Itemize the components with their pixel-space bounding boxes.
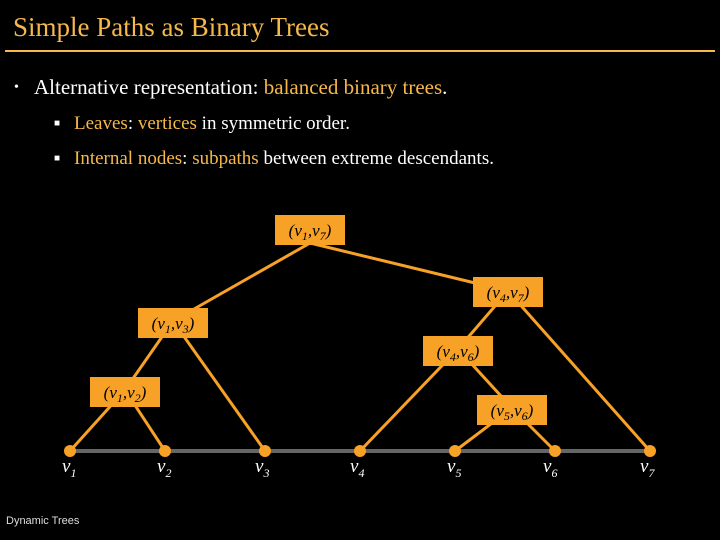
internal-node-v1-v2	[90, 377, 160, 407]
sub-bullet-term: Leaves	[74, 113, 128, 134]
node-sub: 4	[499, 291, 506, 305]
slide-title: Simple Paths as Binary Trees	[13, 12, 330, 42]
footer-text: Dynamic Trees	[6, 515, 80, 527]
node-sub: 3	[182, 322, 189, 336]
svg-text:(v1,v7): $(v_1,v_7)$	[288, 221, 332, 243]
internal-node-v4-v7	[473, 277, 543, 307]
sub-bullet-colon: :	[182, 148, 193, 169]
internal-node-v5-v6	[477, 395, 547, 425]
node-sub: 1	[301, 229, 308, 243]
bullet-end: .	[442, 75, 448, 99]
svg-text:(v4,v7): $(v_4,v_7)$	[486, 283, 530, 305]
leaf-label-v5: $v_5$	[447, 456, 462, 480]
node-sub: 4	[449, 350, 456, 364]
sub-bullet-rest: between extreme descendants.	[258, 148, 494, 169]
internal-node-v1-v3	[138, 308, 208, 338]
leaf-label-v6: $v_6$	[543, 456, 558, 480]
bullet-text: Alternative representation:	[34, 75, 264, 99]
node-sub: 7	[319, 229, 326, 243]
node-sub: 1	[164, 322, 171, 336]
node-sub: 5	[503, 409, 510, 423]
bullet-highlight: balanced binary trees	[263, 75, 443, 99]
node-sub: 6	[521, 409, 528, 423]
leaf-label-v3: $v_3$	[255, 456, 270, 480]
leaf-label-v1: $v_1$	[62, 456, 77, 480]
leaf-label-v7: $v_7$	[640, 456, 655, 480]
internal-node-v4-v6	[423, 336, 493, 366]
node-sub: 6	[467, 350, 474, 364]
internal-node-v1-v7	[275, 215, 345, 245]
tree-edges	[70, 243, 650, 451]
node-sub: 2	[134, 391, 141, 405]
sub-bullet-highlight: vertices	[137, 113, 197, 134]
leaf-label-v2: $v_2$	[157, 456, 172, 480]
sub-bullet-highlight: subpaths	[192, 148, 259, 169]
sub-bullet-rest: in symmetric order.	[196, 113, 350, 134]
node-sub: 7	[517, 291, 524, 305]
svg-text:(v5,v6): $(v_5,v_6)$	[490, 401, 534, 423]
svg-text:(v1,v2): $(v_1,v_2)$	[103, 383, 147, 405]
leaf-label-v4: $v_4$	[350, 456, 365, 480]
square-bullet-icon: ■	[54, 118, 61, 129]
sub-bullet-colon: :	[127, 113, 138, 134]
square-bullet-icon: ■	[54, 153, 61, 164]
tree-edge	[173, 321, 265, 451]
svg-text:(v4,v6): $(v_4,v_6)$	[436, 342, 480, 364]
node-sub: 1	[116, 391, 123, 405]
sub-bullet-term: Internal nodes	[74, 148, 183, 169]
svg-text:(v1,v3): $(v_1,v_3)$	[151, 314, 195, 336]
leaf-labels	[62, 456, 655, 480]
bullet-dot-icon: •	[14, 80, 19, 95]
